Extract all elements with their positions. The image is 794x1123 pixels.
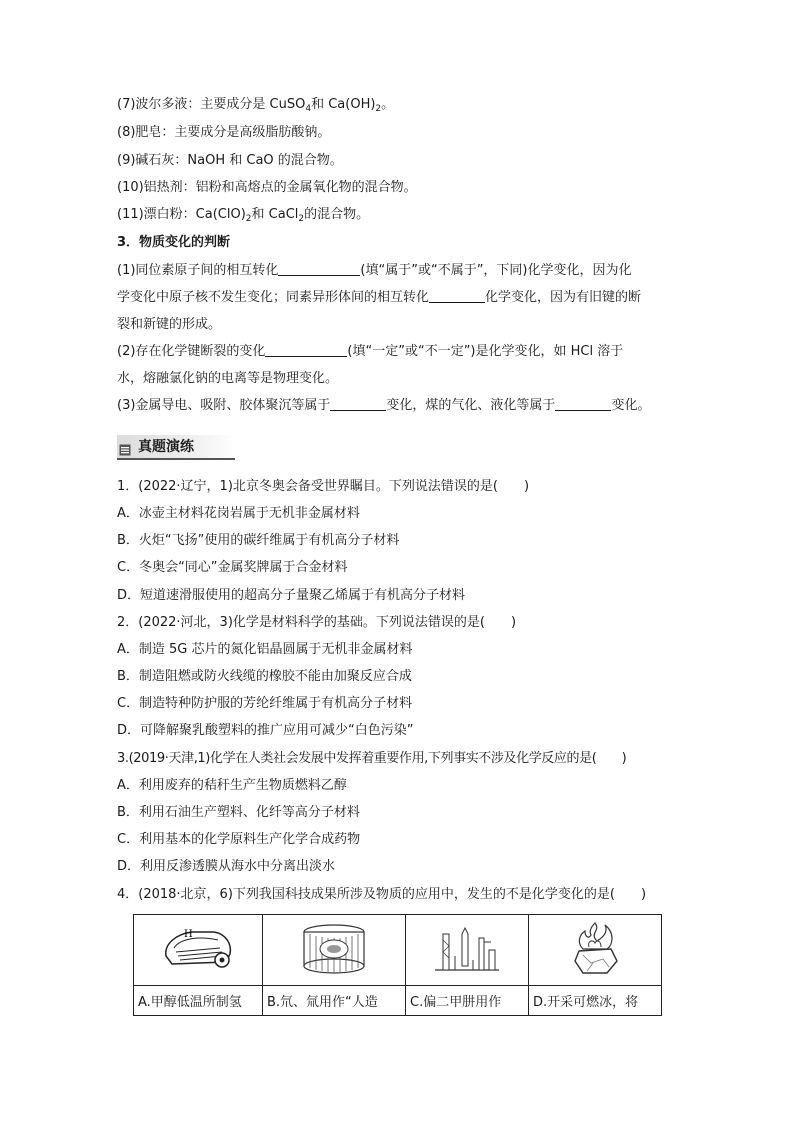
option-d-image-cell[interactable] [529, 915, 662, 986]
question-1-stem: 1．(2022·辽宁，1)北京冬奥会备受世界瞩目。下列说法错误的是( ) [117, 479, 530, 494]
question-2-option-c[interactable]: C．制造特种防护服的芳纶纤维属于有机高分子材料 [117, 696, 413, 711]
judge-line-3: 裂和新键的形成。 [117, 317, 222, 332]
question-3-option-b[interactable]: B．利用石油生产塑料、化纤等高分子材料 [117, 805, 360, 820]
item-soda-lime: (9)碱石灰：NaOH 和 CaO 的混合物。 [117, 153, 343, 168]
section-underline [117, 458, 235, 460]
rocket-launch-icon [431, 961, 503, 980]
fill-blank[interactable] [429, 289, 485, 303]
question-1-option-b[interactable]: B．火炬“飞扬”使用的碳纤维属于有机高分子材料 [117, 533, 400, 548]
judge-line-2: 学变化中原子核不发生变化；同素异形体间的相互转化 化学变化，因为有旧键的断 [117, 290, 642, 305]
question-4-stem: 4．(2018·北京，6)下列我国科技成果所涉及物质的应用中，发生的不是化学变化的是( ) [117, 887, 647, 902]
question-1-option-a[interactable]: A．冰壶主材料花岗岩属于无机非金属材料 [117, 506, 360, 521]
document-icon [119, 441, 131, 453]
item-thermite: (10)铝热剂：铝粉和高熔点的金属氧化物的混合物。 [117, 180, 417, 195]
option-d-caption[interactable]: D.开采可燃冰，将 [529, 986, 662, 1016]
hydrogen-car-icon [160, 929, 236, 978]
fill-blank[interactable] [555, 397, 611, 411]
fusion-reactor-icon [292, 961, 376, 980]
item-bleaching-powder: (11)漂白粉：$Ca(ClO)_2$和 CaCl$_2$的混合物。 [117, 207, 370, 224]
item-bordeaux-mixture: (7)波尔多液：主要成分是 CuSO$_4$和 $Ca(OH)_2$。 [117, 97, 395, 114]
option-c-caption[interactable]: C.偏二甲肼用作 [406, 986, 529, 1016]
section-header [117, 433, 235, 459]
question-2-option-d[interactable]: D．可降解聚乳酸塑料的推广应用可减少“白色污染” [117, 723, 414, 738]
judge-line-4: (2)存在化学键断裂的变化 (填“一定”或“不一定”)是化学变化，如 HCl 溶于 [117, 344, 624, 359]
item-soap: (8)肥皂：主要成分是高级脂肪酸钠。 [117, 125, 331, 140]
judge-line-1: (1)同位素原子间的相互转化 (填“属于”或“不属于”，下同)化学变化，因为化 [117, 263, 632, 278]
svg-text:H: H [184, 929, 193, 940]
judge-line-5: 水，熔融氯化钠的电离等是物理变化。 [117, 371, 339, 386]
question-3-option-d[interactable]: D．利用反渗透膜从海水中分离出淡水 [117, 859, 336, 874]
judge-line-6: (3)金属导电、吸附、胶体聚沉等属于 变化，煤的气化、液化等属于 变化。 [117, 398, 651, 413]
fill-blank[interactable] [265, 343, 347, 357]
question-1-option-d[interactable]: D．短道速滑服使用的超高分子量聚乙烯属于有机高分子材料 [117, 588, 466, 603]
fill-blank[interactable] [278, 262, 360, 276]
question-2-option-a[interactable]: A．制造 5G 芯片的氮化铝晶圆属于无机非金属材料 [117, 642, 413, 657]
section-title: 真题演练 [138, 439, 194, 455]
fill-blank[interactable] [330, 397, 386, 411]
question-1-option-c[interactable]: C．冬奥会“同心”金属奖牌属于合金材料 [117, 560, 348, 575]
option-b-image-cell[interactable] [263, 915, 406, 986]
option-b-caption[interactable]: B.氘、氚用作“人造 [263, 986, 406, 1016]
question-4-options-table [133, 914, 662, 1016]
question-3-option-a[interactable]: A．利用废弃的秸秆生产生物质燃料乙醇 [117, 778, 347, 793]
judge-heading: 3．物质变化的判断 [117, 235, 231, 250]
question-2-option-b[interactable]: B．制造阻燃或防火线缆的橡胶不能由加聚反应合成 [117, 669, 412, 684]
question-2-stem: 2．(2022·河北，3)化学是材料科学的基础。下列说法错误的是( ) [117, 615, 517, 630]
question-3-option-c[interactable]: C．利用基本的化学原料生产化学合成药物 [117, 832, 361, 847]
burning-ice-icon [567, 962, 623, 981]
question-3-stem: 3.(2019·天津,1)化学在人类社会发展中发挥着重要作用,下列事实不涉及化学反应的是( ) [117, 751, 627, 766]
option-a-image-cell[interactable] [134, 915, 263, 986]
option-a-caption[interactable]: A.甲醇低温所制氢 [134, 986, 263, 1016]
option-c-image-cell[interactable] [406, 915, 529, 986]
